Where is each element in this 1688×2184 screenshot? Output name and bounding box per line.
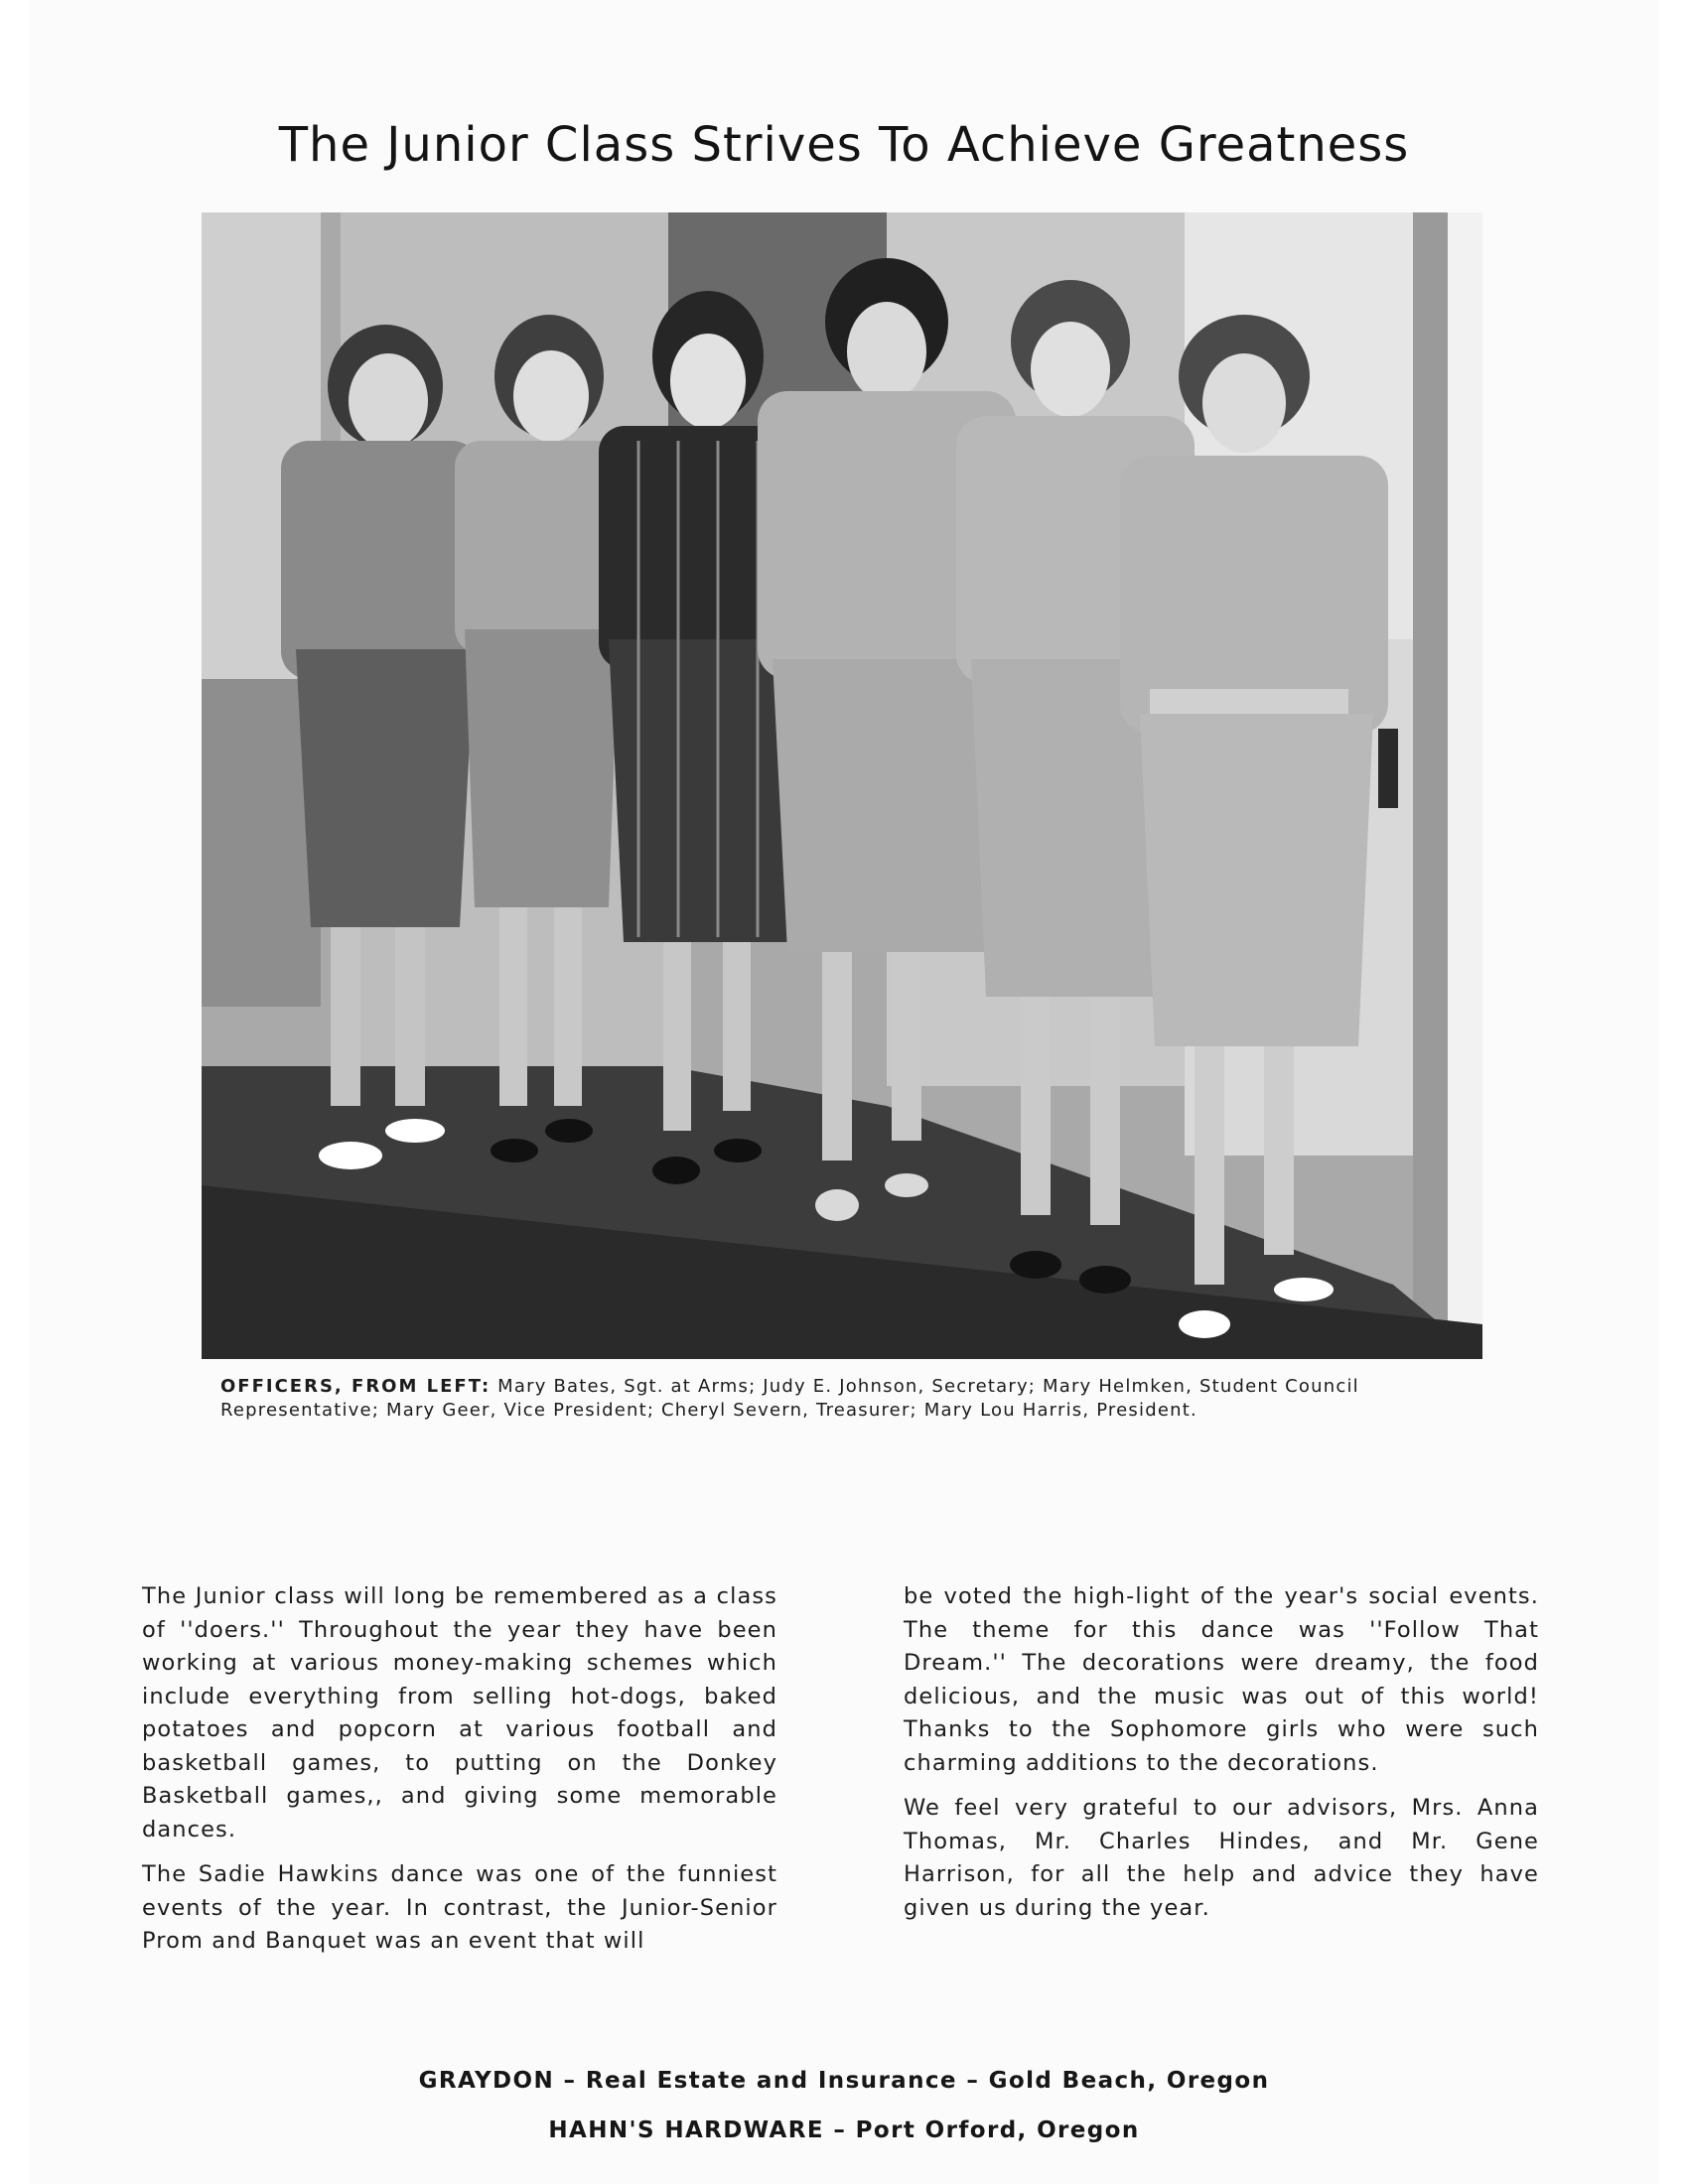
officers-photo — [202, 212, 1482, 1359]
page-title: The Junior Class Strives To Achieve Greatness — [278, 117, 1410, 173]
caption-text: Mary Bates, Sgt. at Arms; Judy E. Johnson, Secretary; Mary Helmken, Student Council Representative; Mary Geer, Vice President; Cheryl Severn, Treasurer; Mary Lou Harris, President. — [220, 1376, 1359, 1421]
advertisement-graydon: GRAYDON – Real Estate and Insurance – Gold Beach, Oregon — [418, 2068, 1270, 2094]
paragraph: We feel very grateful to our advisors, Mrs. Anna Thomas, Mr. Charles Hindes, and Mr. Gene Harrison, for all the help and advice they have given us during the year. — [904, 1795, 1539, 1921]
caption-lead: OFFICERS, FROM LEFT: — [220, 1376, 492, 1397]
body-column-left — [142, 1580, 777, 1971]
paragraph: The Sadie Hawkins dance was one of the funniest events of the year. In contrast, the Junior-Senior Prom and Banquet was an event that will — [142, 1861, 777, 1954]
photo-caption — [220, 1375, 1477, 1423]
advertisement-hahns-hardware: HAHN'S HARDWARE – Port Orford, Oregon — [548, 2117, 1140, 2143]
group-photo-six-officers-icon — [202, 212, 1482, 1359]
paragraph: be voted the high-light of the year's social events. The theme for this dance was ''Follow That Dream.'' The decorations were dreamy, the food delicious, and the music was out of this world! Thanks to the Sophomore girls who were such charming additions to the decorations. — [904, 1583, 1539, 1776]
paragraph: The Junior class will long be remembered as a class of ''doers.'' Throughout the year they have been working at various money-making schemes which include everything from selling hot-dogs, baked potatoes and popcorn at various football and basketball games, to putting on the Donkey Basketball games,, and giving some memorable dances. — [142, 1583, 777, 1843]
body-column-right — [904, 1580, 1539, 1937]
